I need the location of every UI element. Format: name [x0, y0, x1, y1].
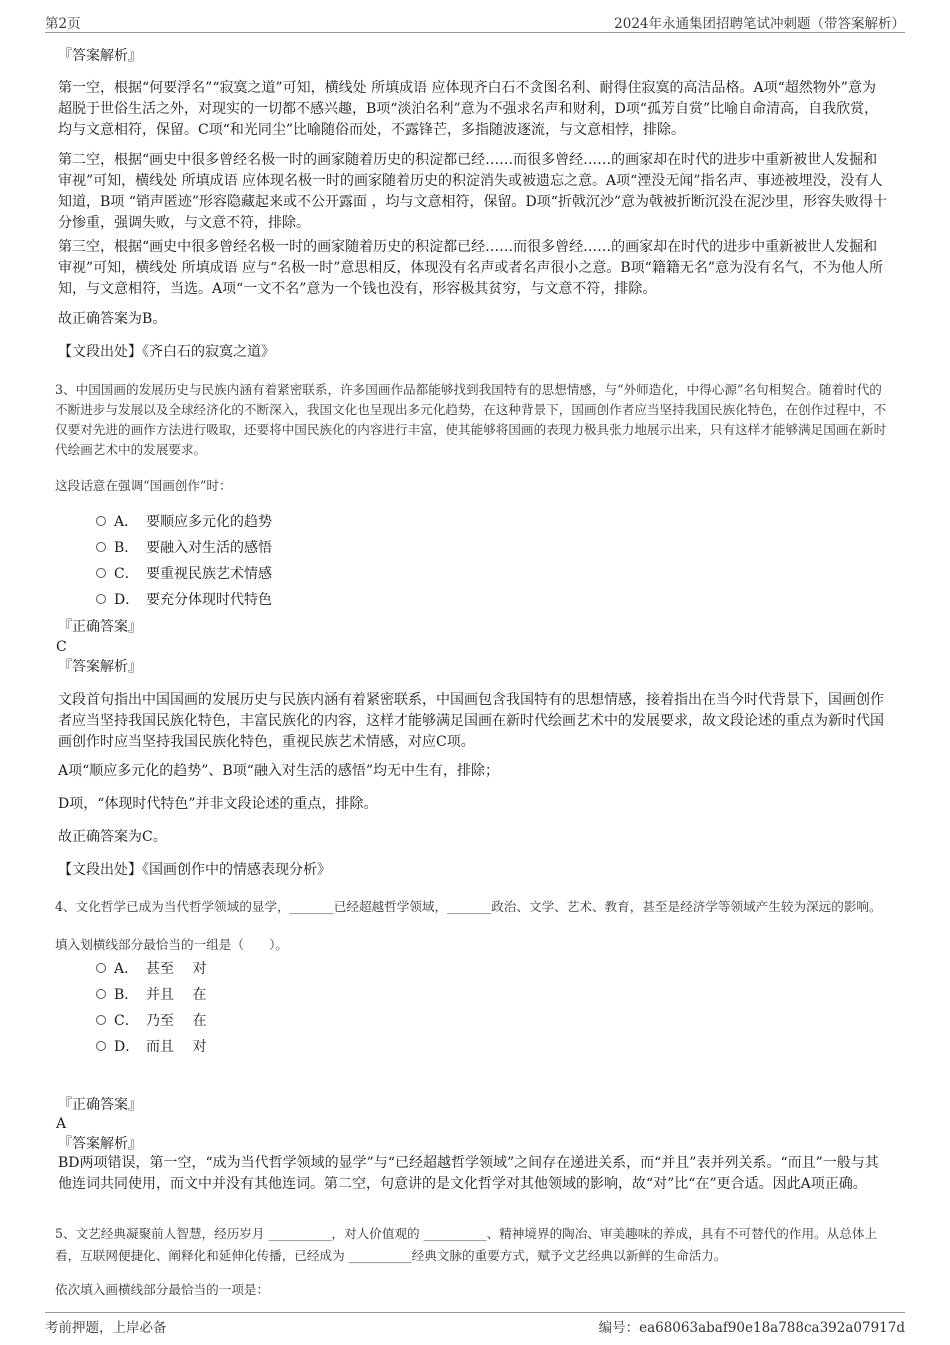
analysis-paragraph-2: 第二空，根据“画史中很多曾经名极一时的画家随着历史的积淀都已经……而很多曾经……的画家却在时代的进步中重新被世人发掘和审视”可知，横线处 所填成语 应体现名极一时的画家随着历史的积淀消失或被遗忘之意。A项“湮没无闻”指名声、事迹被埋没，没有人知道，B项 “销声匿迹”形容隐藏起来或不公开露面 ，均与文意相符，保留。D项“折戟沉沙”意为戟被折断沉没在泥沙里，形容失败得十分惨重，强调失败，与文意不符，排除。 — [58, 152, 888, 231]
source-citation: 【文段出处】《齐白石的寂寞之道》 — [58, 344, 275, 360]
q3-analysis-paragraph-2: A项“顺应多元化的趋势”、B项“融入对生活的感悟”均无中生有，排除； — [58, 763, 500, 779]
question-3-prompt: 这段话意在强调“国画创作”时： — [55, 478, 232, 493]
q3-analysis-label: 『答案解析』 — [58, 659, 142, 675]
q4-analysis-label: 『答案解析』 — [58, 1136, 142, 1152]
radio-icon[interactable] — [96, 1015, 106, 1025]
q3-option-b[interactable]: B． 要融入对生活的感悟 — [96, 538, 272, 558]
page-header — [45, 12, 905, 33]
analysis-paragraph-3: 第三空，根据“画史中很多曾经名极一时的画家随着历史的积淀都已经……而很多曾经……的画家却在时代的进步中重新被世人发掘和审视”可知，横线处 所填成语 应与“名极一时”意思相反，体现没有名声或者名声很小之意。B项“籍籍无名”意为没有名气，不为他人所知，与文意相符，当选。A项“一文不名”意为一个钱也没有，形容极其贫穷，与文意不符，排除。 — [58, 239, 883, 297]
question-4-stem: 4、文化哲学已成为当代哲学领域的显学，_______已经超越哲学领域，_______政治、文学、艺术、教育，甚至是经济学等领域产生较为深远的影响。 — [55, 899, 882, 914]
q4-analysis-paragraph-1: BD两项错误，第一空，“成为当代哲学领域的显学”与“已经超越哲学领域”之间存在递进关系，而“并且”表并列关系。“而且”一般与其他连词共同使用，而文中并没有其他连词。第二空，句意讲的是文化哲学对其他领域的影响，故“对”比“在”更合适。因此A项正确。 — [58, 1155, 879, 1192]
radio-icon[interactable] — [96, 594, 106, 604]
conclusion: 故正确答案为B。 — [58, 311, 167, 327]
q4-answer: A — [56, 1116, 67, 1132]
page-footer — [45, 1312, 905, 1336]
radio-icon[interactable] — [96, 568, 106, 578]
q3-analysis-paragraph-1: 文段首句指出中国国画的发展历史与民族内涵有着紧密联系，中国画包含我国特有的思想情感，接着指出在当今时代背景下，国画创作者应当坚持我国民族化特色，丰富民族化的内容，这样才能够满足国画在新时代绘画艺术中的发展要求，故文段论述的重点为新时代国画创作时应当坚持我国民族化特色，重视民族艺术情感，对应C项。 — [58, 692, 884, 750]
q4-option-b[interactable]: B． 并且 在 — [96, 985, 206, 1005]
question-3-stem: 3、中国国画的发展历史与民族内涵有着紧密联系，许多国画作品都能够找到我国特有的思想情感，与“外师造化，中得心源”名句相契合。随着时代的不断进步与发展以及全球经济化的不断深入，我国文化也呈现出多元化趋势，在这种背景下，国画创作者应当坚持我国民族化特色，在创作过程中，不仅要对先进的画作方法进行吸取，还要将中国民族化的内容进行丰富，使其能够将国画的表现力极具张力地展示出来，只有这样才能够满足国画在新时代绘画艺术中的发展要求。 — [55, 382, 887, 457]
radio-icon[interactable] — [96, 989, 106, 999]
analysis-paragraph-1: 第一空，根据“何要浮名”“寂寞之道”可知，横线处 所填成语 应体现齐白石不贪图名利、耐得住寂寞的高洁品格。A项“超然物外”意为超脱于世俗生活之外，对现实的一切都不感兴趣，B项“淡泊名利”意为不强求名声和财利，D项“孤芳自赏”比喻自命清高，自我欣赏，均与文意相符，保留。C项“和光同尘”比喻随俗而处，不露锋芒，多指随波逐流，与文意相悖，排除。 — [58, 80, 879, 138]
q3-source-citation: 【文段出处】《国画创作中的情感表现分析》 — [58, 862, 331, 878]
q3-answer-label: 『正确答案』 — [58, 619, 142, 635]
q3-option-c[interactable]: C． 要重视民族艺术情感 — [96, 564, 272, 584]
q3-conclusion: 故正确答案为C。 — [58, 829, 167, 845]
question-5-prompt: 依次填入画横线部分最恰当的一项是： — [55, 1282, 270, 1297]
q3-option-d[interactable]: D． 要充分体现时代特色 — [96, 590, 272, 610]
radio-icon[interactable] — [96, 516, 106, 526]
q4-option-a[interactable]: A． 甚至 对 — [96, 959, 206, 979]
question-4-prompt: 填入划横线部分最恰当的一组是（ ）。 — [55, 937, 288, 952]
q4-option-c[interactable]: C． 乃至 在 — [96, 1011, 206, 1031]
document-title: 2024年永通集团招聘笔试冲刺题（带答案解析） — [614, 16, 905, 32]
footer-slogan: 考前押题，上岸必备 — [45, 1320, 167, 1336]
document-id: 编号：ea68063abaf90e18a788ca392a07917d — [598, 1320, 905, 1336]
page-number: 第2页 — [45, 16, 81, 32]
analysis-label: 『答案解析』 — [58, 48, 142, 64]
q4-answer-label: 『正确答案』 — [58, 1097, 142, 1113]
q3-answer: C — [56, 639, 67, 655]
q3-analysis-paragraph-3: D项，“体现时代特色”并非文段论述的重点，排除。 — [58, 796, 378, 812]
radio-icon[interactable] — [96, 542, 106, 552]
q3-option-a[interactable]: A． 要顺应多元化的趋势 — [96, 512, 272, 532]
q4-option-d[interactable]: D． 而且 对 — [96, 1037, 206, 1057]
question-5-stem: 5、文艺经典凝聚前人智慧，经历岁月 __________，对人价值观的 __________、精神境界的陶冶、审美趣味的养成，具有不可替代的作用。从总体上看，互联网便捷化、阐释化和延伸化传播，已经成为 __________经典文脉的重要方式，赋予文艺经典以新鲜的生命活力。 — [55, 1226, 878, 1263]
radio-icon[interactable] — [96, 963, 106, 973]
radio-icon[interactable] — [96, 1041, 106, 1051]
